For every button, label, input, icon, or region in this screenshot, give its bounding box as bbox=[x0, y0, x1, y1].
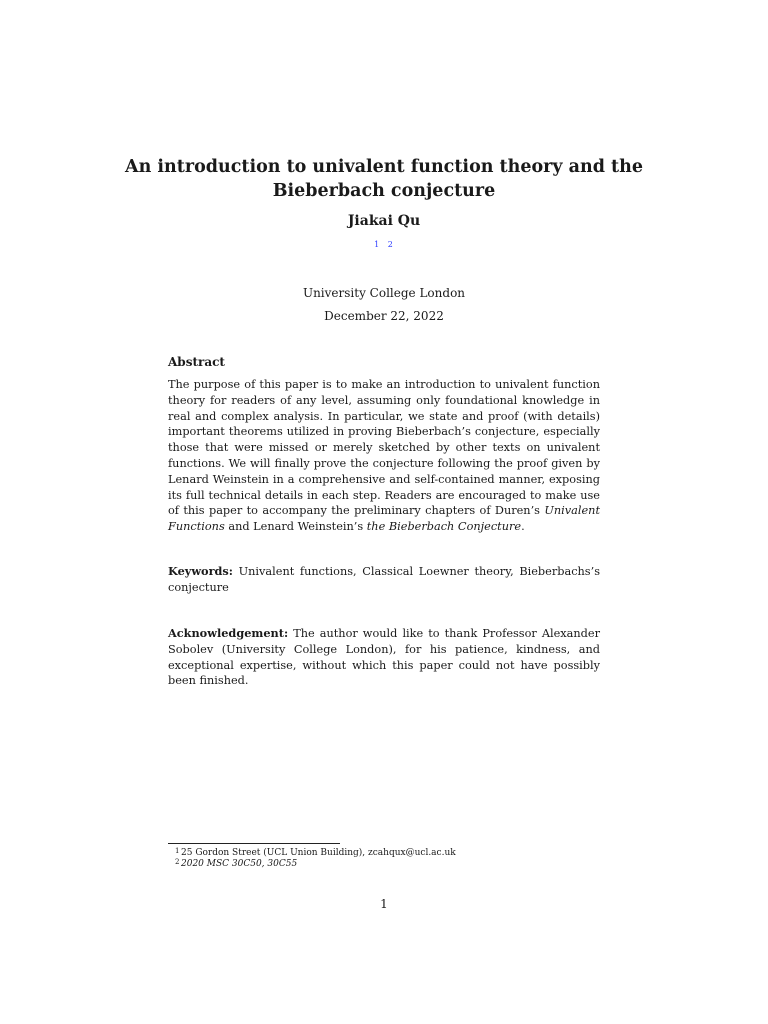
page-number: 1 bbox=[380, 897, 388, 911]
book-title-bieberbach-conjecture: the Bieberbach Conjecture bbox=[366, 520, 522, 534]
abstract-body-cont: and Lenard Weinstein’s bbox=[224, 520, 367, 534]
abstract-text bbox=[168, 377, 600, 535]
footnote-2-mark: 2 bbox=[175, 858, 180, 866]
footnote-2 bbox=[175, 858, 298, 870]
footnote-1 bbox=[175, 847, 456, 859]
footnote-1-mark: 1 bbox=[175, 847, 180, 855]
author-name: Jiakai Qu bbox=[347, 213, 421, 229]
footnote-link-1[interactable]: 1 bbox=[374, 240, 381, 249]
acknowledgement-label: Acknowledgement: bbox=[168, 626, 289, 640]
abstract-heading: Abstract bbox=[168, 355, 225, 369]
footnote-markers bbox=[0, 240, 768, 249]
acknowledgement bbox=[168, 626, 600, 689]
acknowledgement-text: The author would like to thank Professor Alexander Sobolev (University College London), for his patience, kindness, and exceptional expertise, without which this paper could not have possibly been finished. bbox=[168, 627, 600, 688]
keywords-text: Univalent functions, Classical Loewner theory, Bieberbachs’s conjecture bbox=[168, 565, 600, 594]
abstract-end: . bbox=[521, 520, 525, 534]
abstract-body: The purpose of this paper is to make an introduction to univalent function theory for readers of any level, assuming only foundational knowledge in real and complex analysis. In particular, we state and proof (with details) important theorems utilized in proving Bieberbach’s conjecture, especially those that were missed or merely sketched by other texts on univalent functions. We will finally prove the conjecture following the proof given by Lenard Weinstein in a comprehensive and self-contained manner, exposing its full technical details in each step. Readers are encouraged to make use of this paper to accompany the preliminary chapters of Duren’s bbox=[168, 378, 600, 518]
footnote-1-text: 25 Gordon Street (UCL Union Building), zcahqux@ucl.ac.uk bbox=[181, 848, 456, 858]
footnote-link-2[interactable]: 2 bbox=[387, 240, 394, 249]
keywords bbox=[168, 564, 600, 596]
book-title-univalent-functions: Univalent Functions bbox=[168, 504, 600, 534]
footnote-divider bbox=[168, 843, 340, 844]
footnote-2-text: 2020 MSC 30C50, 30C55 bbox=[181, 859, 298, 869]
affiliation: University College London bbox=[302, 286, 466, 300]
paper-title: An introduction to univalent function theory and the Bieberbach conjecture bbox=[125, 157, 643, 201]
keywords-label: Keywords: bbox=[168, 564, 233, 578]
publication-date: December 22, 2022 bbox=[324, 309, 444, 323]
